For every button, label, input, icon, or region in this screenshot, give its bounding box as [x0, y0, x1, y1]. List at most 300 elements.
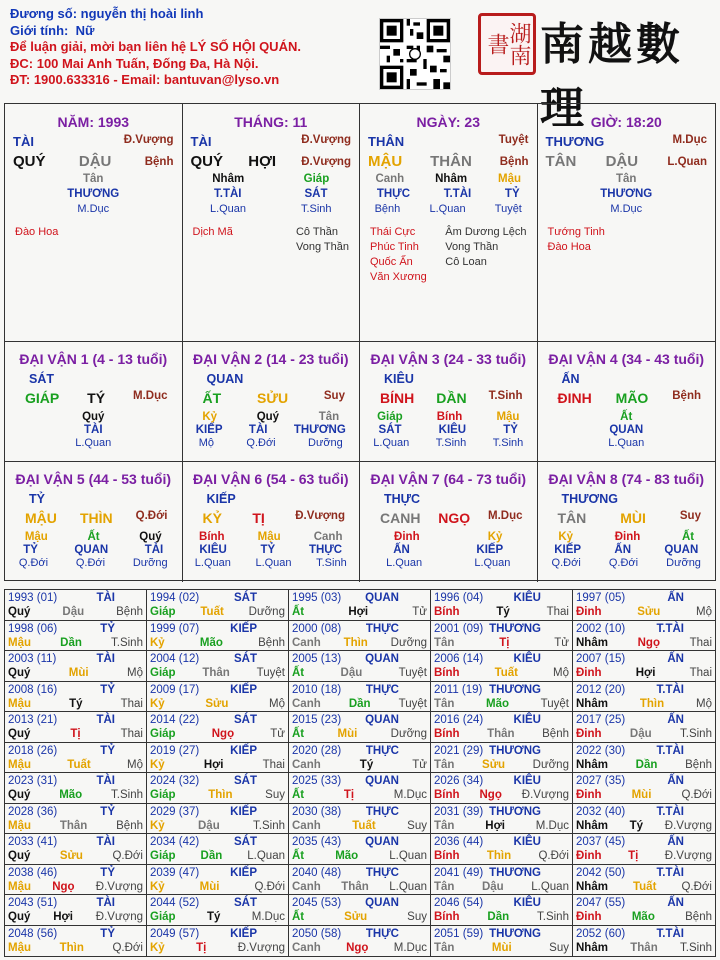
year-stem: Mậu — [8, 758, 31, 771]
year-stem: Nhâm — [576, 697, 608, 710]
year-god: TỶ — [100, 622, 115, 635]
year-stem: Nhâm — [576, 758, 608, 771]
year-stem-branch-line — [8, 910, 143, 924]
year-branch: Sửu — [344, 911, 368, 923]
hidden-god: QUAN — [609, 424, 644, 436]
year-cell — [289, 682, 431, 713]
year-line — [8, 652, 143, 666]
year-cell — [5, 712, 147, 743]
year-stem-branch-line — [434, 758, 569, 772]
hidden-god: QUAN — [74, 544, 109, 556]
year-line — [292, 713, 427, 727]
year-stage: Thai — [120, 697, 143, 710]
year-stage: L.Quan — [531, 880, 569, 893]
year-branch: Hợi — [485, 819, 505, 832]
year-label: 2027 (35) — [576, 775, 626, 787]
year-stem: Bính — [434, 850, 460, 862]
hidden-god-row — [5, 544, 182, 556]
contact-line: Để luận giải, mời bạn liên hệ LÝ SỐ HỘI QUÁN. — [10, 39, 301, 54]
year-stem-branch-line — [576, 697, 712, 711]
year-stem: Giáp — [150, 850, 176, 862]
stars-left — [548, 225, 605, 255]
year-god: TÀI — [96, 714, 115, 726]
year-cell — [431, 651, 573, 682]
year-stem: Tân — [434, 697, 455, 710]
year-god: KIẾP — [230, 622, 257, 635]
year-line — [150, 591, 285, 605]
year-line — [292, 835, 427, 849]
year-stem: Giáp — [150, 911, 176, 923]
pillar-day — [360, 104, 538, 342]
pillar-title: THÁNG: 11 — [234, 114, 308, 130]
year-label: 2045 (53) — [292, 897, 342, 909]
year-branch: Tuất — [632, 880, 657, 893]
brand-title: 南越數理 — [540, 19, 684, 134]
pillar-can-chi-row — [538, 153, 716, 170]
year-stem-branch-line — [434, 880, 569, 894]
year-stem-branch-line — [150, 727, 285, 741]
earthly-branch: MÙI — [620, 510, 646, 526]
year-stem: Bính — [434, 728, 460, 740]
year-cell — [147, 621, 289, 652]
hidden-state: T.Sinh — [435, 437, 467, 449]
owner-line: Đương số: nguyễn thị hoài linh — [10, 6, 204, 21]
year-line — [292, 866, 427, 880]
year-branch: Tị — [70, 728, 81, 740]
star: Âm Dương Lệch — [445, 226, 527, 238]
pillar-top-row — [183, 134, 360, 149]
hidden-stem-row — [360, 173, 537, 185]
year-stem-branch-line — [576, 849, 712, 863]
year-stem: Canh — [292, 819, 321, 832]
year-stem-branch-line — [434, 697, 569, 711]
year-line — [150, 622, 285, 636]
hidden-god: TỶ — [503, 424, 518, 436]
year-label: 2004 (12) — [150, 653, 200, 665]
hidden-state: Tuyệt — [494, 203, 522, 215]
year-branch: Hợi — [348, 606, 369, 618]
year-label: 2020 (28) — [292, 744, 342, 757]
year-stem-branch-line — [576, 819, 712, 833]
year-branch: Hợi — [203, 758, 224, 771]
year-label: 2006 (14) — [434, 653, 484, 665]
year-stem-branch-line — [150, 666, 285, 680]
year-cell — [431, 804, 573, 835]
year-god: TỶ — [100, 683, 115, 696]
year-cell — [5, 651, 147, 682]
year-stem-branch-line — [8, 788, 143, 802]
hidden-stem: Tân — [83, 173, 104, 185]
dai-van-can-chi — [538, 510, 716, 526]
year-branch: Dần — [348, 697, 371, 710]
hidden-state: L.Quan — [255, 557, 292, 569]
hidden-stem-row — [5, 531, 182, 543]
year-stem: Nhâm — [576, 636, 608, 649]
stage: Bệnh — [144, 155, 174, 168]
year-cell — [573, 773, 715, 804]
phone-email-line: ĐT: 1900.633316 - Email: bantuvan@lyso.vn — [10, 72, 280, 87]
hidden-stem: Kỷ — [202, 411, 218, 423]
year-line — [8, 835, 143, 849]
year-stem: Tân — [434, 636, 455, 649]
year-line — [576, 927, 712, 941]
hidden-state-row — [538, 557, 716, 569]
hidden-god: THƯƠNG — [67, 188, 120, 200]
year-line — [576, 591, 712, 605]
year-stage: L.Quan — [389, 850, 427, 862]
year-line — [150, 896, 285, 910]
year-label: 2040 (48) — [292, 866, 342, 879]
year-stem-branch-line — [434, 849, 569, 863]
year-cell — [5, 682, 147, 713]
year-branch: Tý — [629, 819, 644, 832]
year-cell — [5, 590, 147, 621]
year-cell — [147, 682, 289, 713]
year-stage: Q.Đới — [112, 850, 143, 862]
year-line — [434, 866, 569, 880]
year-stage: Suy — [265, 789, 285, 801]
hidden-stem-row — [538, 531, 716, 543]
year-stem: Tân — [434, 941, 455, 954]
year-god: KIÊU — [513, 653, 541, 665]
year-cell — [147, 895, 289, 926]
year-stem: Kỷ — [150, 941, 165, 954]
year-god: TỶ — [100, 927, 115, 940]
dai-van-title: ĐẠI VẬN 6 (54 - 63 tuổi) — [192, 471, 349, 487]
stars-right — [642, 225, 705, 255]
hidden-stem-row — [5, 173, 182, 185]
hidden-state-row — [183, 437, 360, 449]
year-stage: Đ.Vượng — [664, 819, 712, 832]
hidden-stem: Canh — [313, 531, 343, 543]
year-god: KIÊU — [513, 592, 541, 604]
year-god: SÁT — [234, 592, 257, 604]
year-line — [576, 744, 712, 758]
hidden-stem: Bính — [199, 531, 225, 543]
hidden-god-row — [360, 424, 537, 436]
year-stage: Mộ — [696, 697, 712, 710]
hidden-state: Bệnh — [374, 203, 401, 215]
hidden-god: ẤN — [393, 544, 410, 556]
hidden-state: L.Quan — [429, 203, 466, 215]
year-line — [434, 774, 569, 788]
heavenly-stem: GIÁP — [25, 390, 60, 406]
year-cell — [573, 834, 715, 865]
hidden-stem: Mậu — [496, 411, 520, 423]
year-stage: Mộ — [127, 758, 143, 771]
hidden-state: Dưỡng — [308, 437, 343, 449]
year-stage: M.Dục — [251, 911, 285, 923]
year-god: THƯƠNG — [489, 927, 541, 940]
year-cell — [5, 743, 147, 774]
ten-god: TÀI — [190, 134, 212, 149]
year-label: 2043 (51) — [8, 897, 58, 909]
star: Cô Thần — [295, 226, 338, 238]
year-label: 2046 (54) — [434, 897, 484, 909]
year-stem: Kỷ — [150, 697, 165, 710]
stars-left — [193, 225, 233, 255]
year-label: 1998 (06) — [8, 622, 58, 635]
year-line — [150, 866, 285, 880]
year-god: THỰC — [365, 744, 399, 757]
year-cell — [573, 682, 715, 713]
year-line — [576, 805, 712, 819]
year-label: 2014 (22) — [150, 714, 200, 726]
year-stem: Quý — [8, 667, 31, 679]
year-label: 2036 (44) — [434, 836, 484, 848]
heavenly-stem: CANH — [380, 510, 421, 526]
year-stem-branch-line — [150, 788, 285, 802]
heavenly-stem: TÂN — [557, 510, 587, 526]
year-label: 2025 (33) — [292, 775, 342, 787]
pillar-hour — [538, 104, 716, 342]
year-branch: Tuất — [67, 758, 91, 771]
year-stem-branch-line — [576, 910, 712, 924]
stage: Tuyệt — [498, 134, 529, 146]
year-stem-branch-line — [434, 636, 569, 650]
earthly-branch: SỬU — [257, 390, 289, 406]
hidden-stem: Kỷ — [487, 531, 503, 543]
year-line — [576, 713, 712, 727]
year-god: KIÊU — [513, 897, 541, 909]
year-cell — [431, 682, 573, 713]
dai-van-can-chi — [538, 390, 716, 406]
year-line — [150, 927, 285, 941]
year-branch: Tị — [343, 789, 355, 801]
star: Dịch Mã — [192, 226, 233, 238]
year-branch: Mão — [59, 789, 83, 801]
year-stem: Ất — [292, 667, 305, 679]
dai-van-4 — [538, 342, 716, 462]
year-stem-branch-line — [292, 636, 427, 650]
earthly-branch: HỢI — [248, 153, 277, 170]
year-god: THƯƠNG — [489, 622, 541, 635]
annual-luck-table — [4, 589, 716, 957]
year-god: TỶ — [100, 866, 115, 879]
stage: Suy — [679, 510, 701, 522]
year-stem-branch-line — [292, 788, 427, 802]
year-line — [8, 591, 143, 605]
year-stage: Dưỡng — [248, 606, 285, 618]
year-line — [8, 774, 143, 788]
year-branch: Thìn — [343, 636, 368, 649]
year-branch: Tị — [499, 636, 510, 649]
year-line — [8, 683, 143, 697]
hidden-stem: Giáp — [377, 411, 403, 423]
year-label: 2039 (47) — [150, 866, 200, 879]
year-cell — [431, 621, 573, 652]
year-stage: M.Dục — [393, 789, 427, 801]
year-stem: Kỷ — [150, 880, 165, 893]
year-stem-branch-line — [8, 636, 143, 650]
year-stem: Ất — [292, 850, 305, 862]
year-label: 2018 (26) — [8, 744, 58, 757]
year-cell — [5, 804, 147, 835]
year-branch: Dậu — [340, 667, 363, 679]
year-stem-branch-line — [150, 880, 285, 894]
year-stem: Canh — [292, 758, 321, 771]
year-cell — [431, 865, 573, 896]
hidden-state-row — [360, 437, 537, 449]
year-stage: Q.Đới — [112, 941, 143, 954]
year-stem-branch-line — [150, 605, 285, 619]
hidden-god-row — [183, 424, 360, 436]
year-stage: Mộ — [127, 667, 143, 679]
pillar-can-chi-row — [5, 153, 182, 170]
heavenly-stem: QUÝ — [13, 153, 46, 170]
year-god: SÁT — [234, 897, 257, 909]
hidden-god: T.TÀI — [214, 188, 242, 200]
year-god: ẤN — [667, 714, 684, 726]
heavenly-stem: MẬU — [368, 153, 403, 170]
year-stem-branch-line — [576, 605, 712, 619]
year-line — [8, 805, 143, 819]
year-branch: Mão — [631, 911, 655, 923]
year-stage: Q.Đới — [681, 789, 712, 801]
ten-god: THƯƠNG — [545, 134, 605, 149]
year-god: T.TÀI — [656, 866, 684, 879]
hidden-stem: Ất — [87, 531, 100, 543]
stars-left — [370, 225, 427, 285]
year-stage: T.Sinh — [680, 941, 712, 954]
year-stem-branch-line — [8, 727, 143, 741]
hidden-god: KIẾP — [476, 544, 504, 556]
dai-van-7 — [360, 462, 538, 582]
year-cell — [431, 895, 573, 926]
year-stem: Canh — [292, 880, 321, 893]
year-stem: Quý — [8, 728, 31, 740]
pillar-can-chi-row — [360, 153, 537, 170]
year-stem: Đinh — [576, 606, 602, 618]
year-stem: Đinh — [576, 728, 602, 740]
hidden-state: Q.Đới — [551, 557, 581, 569]
year-god: THỰC — [365, 927, 399, 940]
year-line — [150, 805, 285, 819]
year-line — [8, 622, 143, 636]
hidden-stem: Tân — [318, 411, 340, 423]
hidden-god: KIÊU — [438, 424, 467, 436]
year-label: 2051 (59) — [434, 927, 484, 940]
year-stem: Ất — [292, 789, 305, 801]
year-label: 2000 (08) — [292, 622, 342, 635]
year-line — [434, 622, 569, 636]
earthly-branch: NGỌ — [438, 510, 471, 526]
year-branch: Tý — [206, 911, 221, 923]
hidden-god: TÀI — [248, 424, 268, 436]
year-line — [434, 927, 569, 941]
year-stem-branch-line — [576, 941, 712, 955]
dai-van-can-chi — [5, 510, 182, 526]
year-god: QUAN — [365, 897, 399, 909]
stage: Đ.Vượng — [123, 134, 174, 146]
earthly-branch: DẦN — [436, 390, 467, 406]
year-stage: Đ.Vượng — [521, 789, 569, 801]
year-stem: Ất — [292, 606, 305, 618]
year-god: TÀI — [96, 653, 115, 665]
year-stem: Nhâm — [576, 880, 608, 893]
year-stem: Kỷ — [150, 636, 165, 649]
year-god: TÀI — [96, 836, 115, 848]
address-line: ĐC: 100 Mai Anh Tuấn, Đống Đa, Hà Nội. — [10, 55, 259, 71]
year-stage: Q.Đới — [681, 880, 712, 893]
year-label: 2005 (13) — [292, 653, 342, 665]
year-branch: Thân — [630, 941, 658, 954]
year-label: 2035 (43) — [292, 836, 342, 848]
hidden-god: THƯƠNG — [600, 188, 653, 200]
year-label: 1993 (01) — [8, 592, 58, 604]
year-stem: Đinh — [576, 911, 602, 923]
hidden-stem-row — [360, 411, 537, 423]
year-stem-branch-line — [150, 636, 285, 650]
year-line — [576, 622, 712, 636]
year-stem: Mậu — [8, 819, 31, 832]
year-stage: T.Sinh — [680, 728, 712, 740]
star: Văn Xương — [370, 271, 427, 283]
year-stage: Thai — [689, 667, 712, 679]
earthly-branch: TỊ — [252, 510, 265, 526]
dai-van-title: ĐẠI VẬN 4 (34 - 43 tuổi) — [548, 351, 705, 367]
year-label: 2042 (50) — [576, 866, 626, 879]
qr-code-icon — [379, 18, 451, 90]
year-cell — [5, 926, 147, 957]
year-branch: Hợi — [53, 911, 73, 923]
year-cell — [573, 804, 715, 835]
year-label: 2038 (46) — [8, 866, 58, 879]
year-stem-branch-line — [576, 880, 712, 894]
pillar-top-row — [5, 134, 182, 149]
dai-van-can-chi — [360, 390, 537, 406]
year-stage: Q.Đới — [538, 850, 569, 862]
year-cell — [147, 651, 289, 682]
year-stage: Dưỡng — [390, 636, 427, 649]
year-stem: Quý — [8, 789, 31, 801]
year-stem: Mậu — [8, 636, 31, 649]
year-stem-branch-line — [576, 666, 712, 680]
year-cell — [431, 926, 573, 957]
year-cell — [147, 712, 289, 743]
hidden-stem: Canh — [375, 173, 405, 185]
hidden-god: SÁT — [378, 424, 402, 436]
dai-van-3 — [360, 342, 538, 462]
year-stem: Quý — [8, 606, 31, 618]
year-stem-branch-line — [434, 605, 569, 619]
year-god: THỰC — [365, 683, 399, 696]
year-god: KIẾP — [230, 927, 257, 940]
year-stem: Bính — [434, 911, 460, 923]
year-line — [576, 866, 712, 880]
year-stem: Ất — [292, 728, 305, 740]
year-cell — [289, 712, 431, 743]
year-label: 1994 (02) — [150, 592, 200, 604]
hidden-state: Dưỡng — [666, 557, 701, 569]
year-label: 2032 (40) — [576, 805, 626, 818]
star: Quốc Ấn — [370, 256, 413, 268]
hidden-state-row — [360, 557, 537, 569]
year-stage: T.Sinh — [111, 636, 143, 649]
year-god: TÀI — [96, 775, 115, 787]
year-cell — [431, 590, 573, 621]
year-branch: Dần — [487, 911, 510, 923]
year-branch: Sửu — [59, 850, 83, 862]
year-label: 2017 (25) — [576, 714, 626, 726]
year-cell — [573, 651, 715, 682]
year-stem-branch-line — [292, 758, 427, 772]
stars-list — [5, 225, 182, 240]
year-stem-branch-line — [150, 941, 285, 955]
year-cell — [289, 865, 431, 896]
seal-stamp: 湖南書 — [478, 13, 536, 75]
year-branch: Tý — [359, 758, 374, 771]
